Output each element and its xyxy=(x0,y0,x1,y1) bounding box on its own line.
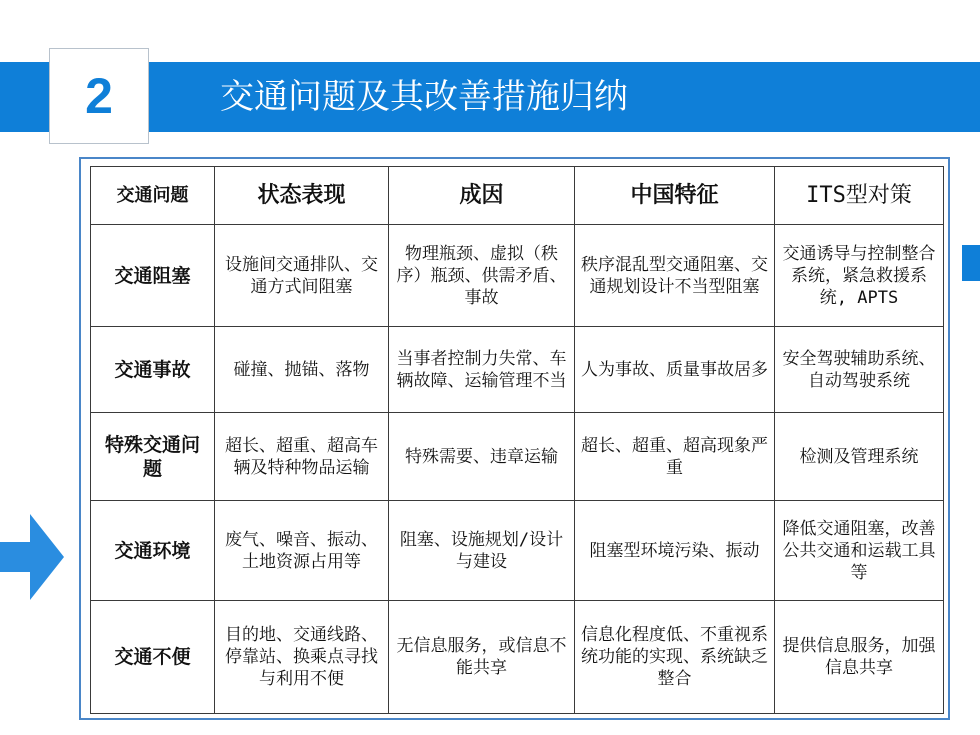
header-cause: 成因 xyxy=(389,167,575,225)
cell-china: 超长、超重、超高现象严重 xyxy=(575,413,775,501)
cell-its: 安全驾驶辅助系统、自动驾驶系统 xyxy=(775,327,944,413)
cell-china: 信息化程度低、不重视系统功能的实现、系统缺乏整合 xyxy=(575,601,775,714)
cell-state: 碰撞、抛锚、落物 xyxy=(215,327,389,413)
cell-cause: 无信息服务，或信息不能共享 xyxy=(389,601,575,714)
table-row xyxy=(91,225,944,327)
table-row xyxy=(91,601,944,714)
cell-china: 秩序混乱型交通阻塞、交通规划设计不当型阻塞 xyxy=(575,225,775,327)
cell-china: 人为事故、质量事故居多 xyxy=(575,327,775,413)
table-row xyxy=(91,413,944,501)
cell-its: 提供信息服务，加强信息共享 xyxy=(775,601,944,714)
row-problem: 特殊交通问题 xyxy=(91,413,215,501)
table-row xyxy=(91,501,944,601)
table-row xyxy=(91,327,944,413)
cell-state: 废气、噪音、振动、土地资源占用等 xyxy=(215,501,389,601)
cell-cause: 阻塞、设施规划/设计与建设 xyxy=(389,501,575,601)
cell-state: 设施间交通排队、交通方式间阻塞 xyxy=(215,225,389,327)
header-state: 状态表现 xyxy=(215,167,389,225)
section-number-box xyxy=(49,48,149,144)
cell-its: 降低交通阻塞，改善公共交通和运载工具等 xyxy=(775,501,944,601)
header-china: 中国特征 xyxy=(575,167,775,225)
row-problem: 交通阻塞 xyxy=(91,225,215,327)
section-number: 2 xyxy=(85,68,113,124)
cell-state: 超长、超重、超高车辆及特种物品运输 xyxy=(215,413,389,501)
row-problem: 交通不便 xyxy=(91,601,215,714)
right-arrow-icon xyxy=(0,512,64,602)
cell-its: 检测及管理系统 xyxy=(775,413,944,501)
table-header-row xyxy=(91,167,944,225)
header-its: ITS型对策 xyxy=(775,167,944,225)
header-problem: 交通问题 xyxy=(91,167,215,225)
right-edge-tab xyxy=(962,245,980,281)
summary-table xyxy=(90,166,944,714)
cell-cause: 物理瓶颈、虚拟（秩序）瓶颈、供需矛盾、事故 xyxy=(389,225,575,327)
row-problem: 交通事故 xyxy=(91,327,215,413)
row-problem: 交通环境 xyxy=(91,501,215,601)
table-frame xyxy=(79,157,950,720)
cell-cause: 当事者控制力失常、车辆故障、运输管理不当 xyxy=(389,327,575,413)
cell-cause: 特殊需要、违章运输 xyxy=(389,413,575,501)
cell-china: 阻塞型环境污染、振动 xyxy=(575,501,775,601)
slide-title: 交通问题及其改善措施归纳 xyxy=(220,77,628,117)
cell-state: 目的地、交通线路、停靠站、换乘点寻找与利用不便 xyxy=(215,601,389,714)
cell-its: 交通诱导与控制整合系统，紧急救援系统, APTS xyxy=(775,225,944,327)
